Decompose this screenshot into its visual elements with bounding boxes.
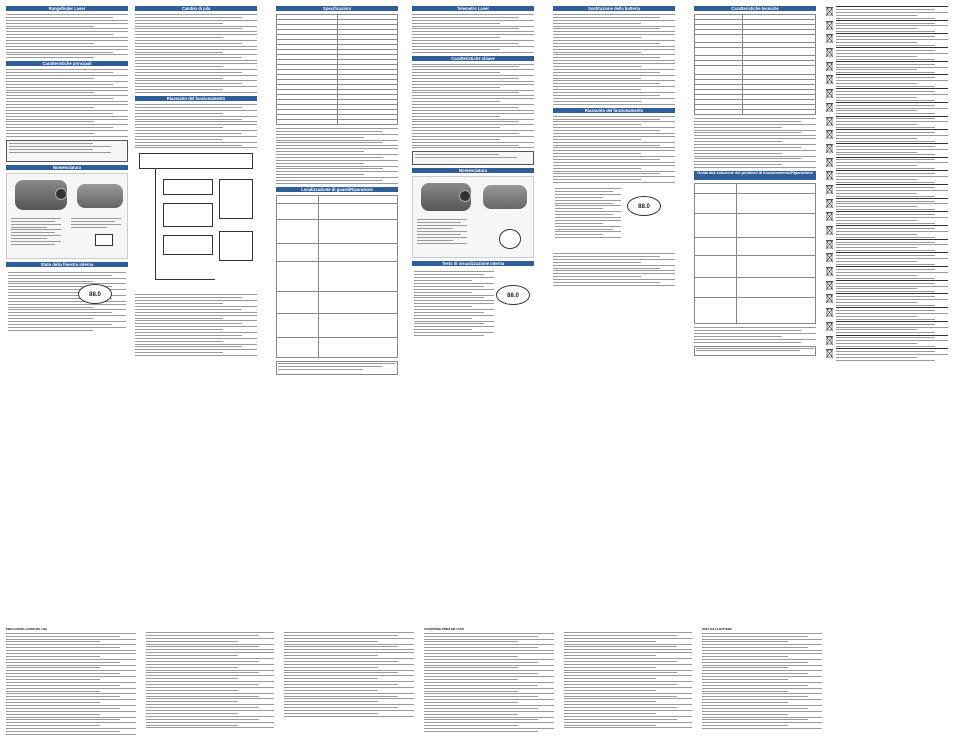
viewfinder-icon — [499, 229, 521, 249]
disposal-warning — [825, 280, 948, 293]
disposal-warning — [825, 321, 948, 334]
bottom-column — [284, 628, 414, 741]
section-header: Guida alla soluzione dei problemi di funzionamento/Riparazione — [694, 171, 816, 180]
disposal-warnings — [825, 6, 948, 620]
section-header: Testo di visualizzazione interna — [412, 261, 534, 266]
disposal-warning — [825, 74, 948, 87]
disposal-warning — [825, 211, 948, 224]
section-header: Telemetro Laser — [412, 6, 534, 11]
body-text — [694, 327, 816, 342]
body-text — [135, 104, 257, 148]
flow-box — [163, 179, 213, 195]
section-header: Caratteristiche principali — [6, 61, 128, 66]
crossed-bin-icon — [825, 239, 834, 250]
crossed-bin-icon — [825, 170, 834, 181]
crossed-bin-icon — [825, 184, 834, 195]
body-text — [553, 14, 675, 105]
disposal-warning — [825, 33, 948, 46]
disposal-warning — [825, 198, 948, 211]
body-text — [412, 64, 534, 149]
crossed-bin-icon — [825, 307, 834, 318]
crossed-bin-icon — [825, 33, 834, 44]
display-readout: 88.0 — [496, 285, 530, 305]
section-header: Rangefinder Laser — [6, 6, 128, 11]
crossed-bin-icon — [825, 6, 834, 17]
bottom-title: PRECAUZIONI LASTER DEL USO — [6, 628, 48, 631]
display-status — [6, 270, 128, 340]
column-1 — [6, 6, 128, 620]
flow-line — [155, 279, 215, 280]
disposal-warning — [825, 157, 948, 170]
section-header: Nomenclatura — [6, 165, 128, 170]
bottom-column — [702, 628, 822, 741]
flow-box — [139, 153, 253, 169]
specifications-table — [276, 14, 398, 125]
display-readout: 88.0 — [627, 196, 661, 216]
lens-icon — [55, 188, 67, 200]
bottom-column — [564, 628, 692, 741]
disposal-warning — [825, 47, 948, 60]
body-text — [135, 294, 257, 356]
note-box — [412, 151, 534, 165]
body-text — [694, 118, 816, 168]
disposal-warning — [825, 335, 948, 348]
device-illustration — [412, 176, 534, 258]
disposal-warning — [825, 307, 948, 320]
disposal-warning — [825, 61, 948, 74]
disposal-warning — [825, 143, 948, 156]
flow-line — [155, 169, 156, 279]
crossed-bin-icon — [825, 74, 834, 85]
note-box — [694, 346, 816, 357]
section-header: Riassunto del funzionamento — [553, 108, 675, 113]
column-3 — [276, 6, 398, 620]
section-header: Sostituzione della batteria — [553, 6, 675, 11]
body-text — [553, 253, 675, 286]
disposal-warning — [825, 170, 948, 183]
crossed-bin-icon — [825, 88, 834, 99]
crossed-bin-icon — [825, 266, 834, 277]
column-5 — [553, 6, 675, 620]
bottom-column — [6, 628, 136, 741]
body-text — [135, 14, 257, 93]
disposal-warning — [825, 293, 948, 306]
crossed-bin-icon — [825, 20, 834, 31]
column-2 — [135, 6, 257, 620]
disposal-warning — [825, 88, 948, 101]
disposal-warning — [825, 129, 948, 142]
viewfinder-icon — [95, 234, 113, 246]
display-status — [412, 269, 534, 349]
troubleshooting-table — [694, 183, 816, 324]
column-4 — [412, 6, 534, 620]
section-header: Nomenclatura — [412, 168, 534, 173]
crossed-bin-icon — [825, 47, 834, 58]
crossed-bin-icon — [825, 61, 834, 72]
crossed-bin-icon — [825, 321, 834, 332]
bottom-title: NOTE SULLE BATTERIE — [702, 628, 732, 631]
crossed-bin-icon — [825, 280, 834, 291]
section-header: Localizzazione di guasti/Riparazioni — [276, 187, 398, 192]
body-text — [412, 14, 534, 53]
bottom-column — [146, 628, 274, 741]
crossed-bin-icon — [825, 211, 834, 222]
display-status — [553, 186, 675, 250]
disposal-warning — [825, 184, 948, 197]
disposal-warning — [825, 252, 948, 265]
flow-box — [219, 179, 253, 219]
crossed-bin-icon — [825, 143, 834, 154]
crossed-bin-icon — [825, 252, 834, 263]
device-illustration — [6, 173, 128, 259]
rangefinder-rear-image — [483, 185, 527, 209]
section-header: Riassunto del funzionamento — [135, 96, 257, 101]
crossed-bin-icon — [825, 335, 834, 346]
crossed-bin-icon — [825, 225, 834, 236]
disposal-warning — [825, 20, 948, 33]
feature-box — [6, 140, 128, 162]
disposal-warning — [825, 348, 948, 361]
note-box — [276, 361, 398, 375]
specifications-table — [694, 14, 816, 115]
section-header: Caratteristiche tecniche — [694, 6, 816, 11]
crossed-bin-icon — [825, 116, 834, 127]
operation-flowchart — [135, 151, 257, 291]
crossed-bin-icon — [825, 293, 834, 304]
flow-box — [219, 231, 253, 261]
disposal-warning — [825, 239, 948, 252]
body-text — [6, 69, 128, 136]
disposal-warning — [825, 6, 948, 19]
body-text — [276, 128, 398, 184]
crossed-bin-icon — [825, 198, 834, 209]
crossed-bin-icon — [825, 348, 834, 359]
section-header: Specificazioni — [276, 6, 398, 11]
body-text — [553, 116, 675, 183]
crossed-bin-icon — [825, 129, 834, 140]
section-header: Cambio di pila — [135, 6, 257, 11]
section-header: Caratteristiche chiave — [412, 56, 534, 61]
section-header: Stato della finestra interna — [6, 262, 128, 267]
flow-box — [163, 235, 213, 255]
disposal-warning — [825, 102, 948, 115]
bottom-column — [424, 628, 554, 741]
disposal-warning — [825, 116, 948, 129]
flow-box — [163, 203, 213, 227]
crossed-bin-icon — [825, 157, 834, 168]
bottom-band — [6, 628, 948, 741]
troubleshooting-table — [276, 195, 398, 358]
bottom-title: AVVERTENZE PRIMA DELL'USO — [424, 628, 464, 631]
body-text — [6, 14, 128, 58]
column-6 — [694, 6, 816, 620]
disposal-warning — [825, 225, 948, 238]
disposal-warning — [825, 266, 948, 279]
crossed-bin-icon — [825, 102, 834, 113]
rangefinder-rear-image — [77, 184, 123, 208]
display-readout: 88.0 — [78, 284, 112, 304]
